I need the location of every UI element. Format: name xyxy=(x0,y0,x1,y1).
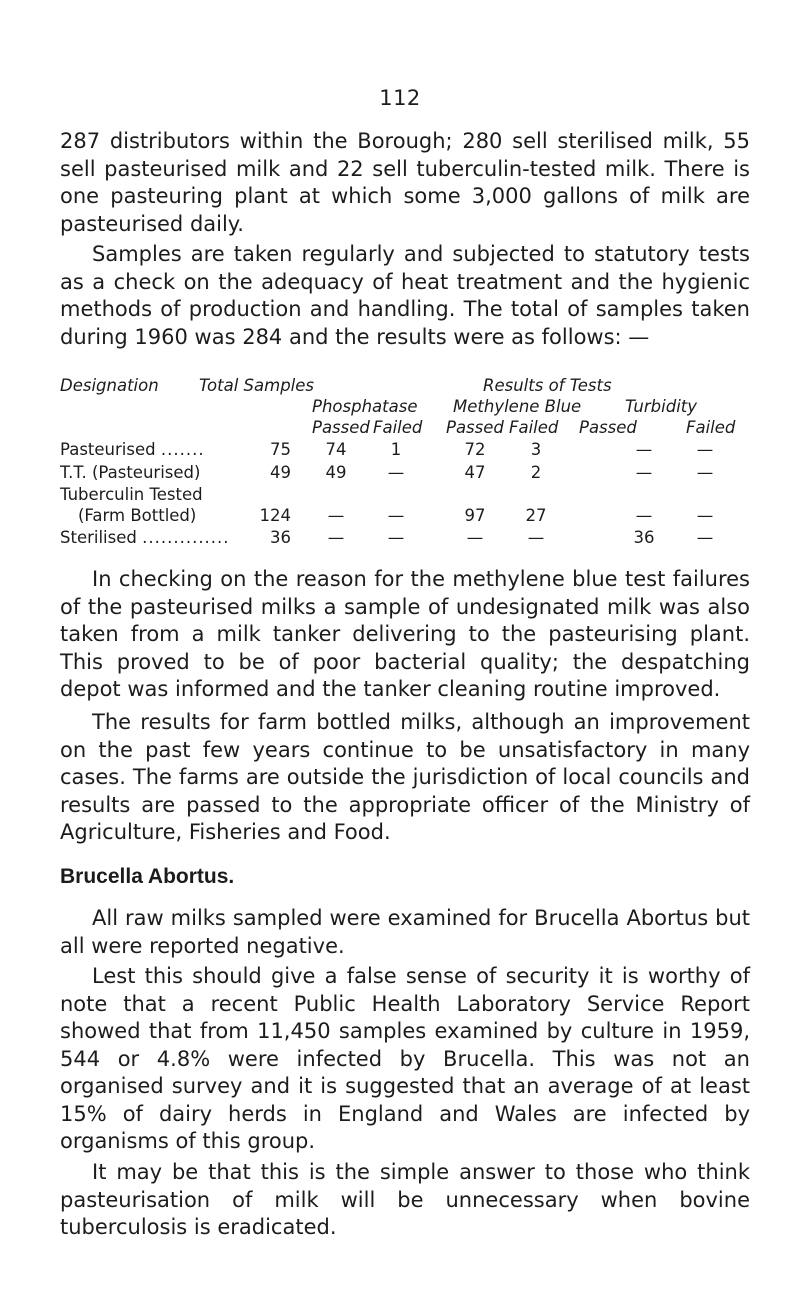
cell-meth-passed: 72 xyxy=(464,440,486,459)
table-row-designation: Sterilised .............. xyxy=(60,528,230,547)
cell-phos-failed: — xyxy=(387,463,405,482)
paragraph-farm-bottled: The results for farm bottled milks, although an improvement on the past few years continue to be unsatisfactory in many cases. The farms are outside the jurisdiction of local councils and results are passed to the appropriate officer of the Ministry of Agriculture, Fisheries and Food. xyxy=(60,710,750,844)
cell-phos-failed: — xyxy=(387,506,405,525)
table-row-designation-line1: Tuberculin Tested xyxy=(60,485,203,504)
table-row-designation: (Farm Bottled) xyxy=(78,506,197,525)
cell-total: 124 xyxy=(259,506,291,525)
header-meth-failed: Failed xyxy=(509,418,559,437)
cell-turb-failed: — xyxy=(696,463,714,482)
page-number: 112 xyxy=(379,86,421,110)
paragraph-raw-milks: All raw milks sampled were examined for Brucella Abortus but all were reported negative. xyxy=(60,906,750,958)
cell-turb-failed: — xyxy=(696,440,714,459)
paragraph-simple-answer: It may be that this is the simple answer to those who think pasteurisation of milk will be unnecessary when bovine tuberculosis is eradicated. xyxy=(60,1160,750,1239)
cell-meth-passed: 47 xyxy=(464,463,486,482)
header-meth-passed: Passed xyxy=(446,418,504,437)
cell-meth-passed: 97 xyxy=(464,506,486,525)
cell-turb-failed: — xyxy=(696,506,714,525)
header-phos-passed: Passed xyxy=(312,418,370,437)
cell-meth-failed: — xyxy=(527,528,545,547)
paragraph-security: Lest this should give a false sense of security it is worthy of note that a recent Public Health Laboratory Service Report showed that from 11,450 samples examined by culture in 1959, 544 or 4.8% were infected by Brucella. This was not an organised survey and it is suggested that an average of at least 15% of dairy herds in England and Wales are infected by organisms of this group. xyxy=(60,964,750,1153)
cell-phos-passed: 49 xyxy=(325,463,347,482)
section-heading-brucella: Brucella Abortus. xyxy=(60,865,235,888)
cell-meth-passed: — xyxy=(466,528,484,547)
cell-total: 49 xyxy=(270,463,291,482)
paragraph-samples-intro: Samples are taken regularly and subjected to statutory tests as a check on the adequacy of heat treatment and the hygienic methods of production and handling. The total of samples taken during 1960 was 284 and the results were as follows: — xyxy=(60,242,750,349)
cell-turb-passed: 36 xyxy=(633,528,655,547)
header-turb-passed: Passed xyxy=(579,418,637,437)
header-phos-failed: Failed xyxy=(373,418,423,437)
cell-phos-passed: — xyxy=(327,528,345,547)
cell-meth-failed: 3 xyxy=(530,440,542,459)
cell-total: 36 xyxy=(270,528,291,547)
header-turbidity: Turbidity xyxy=(625,397,698,416)
header-turb-failed: Failed xyxy=(686,418,736,437)
cell-turb-passed: — xyxy=(635,440,653,459)
header-methylene-blue: Methylene Blue xyxy=(453,397,582,416)
cell-phos-failed: 1 xyxy=(390,440,402,459)
cell-meth-failed: 2 xyxy=(530,463,542,482)
header-results-of-tests: Results of Tests xyxy=(483,376,612,395)
table-row-designation: Pasteurised ....... xyxy=(60,440,205,459)
cell-meth-failed: 27 xyxy=(525,506,547,525)
cell-turb-passed: — xyxy=(635,506,653,525)
table-row-designation: T.T. (Pasteurised) xyxy=(60,463,201,482)
paragraph-distributors: 287 distributors within the Borough; 280 sell sterilised milk, 55 sell pasteurised milk and 22 sell tuberculin-tested milk. There is one pasteuring plant at which some 3,000 gallons of milk are pasteurised daily. xyxy=(60,129,750,236)
cell-turb-passed: — xyxy=(635,463,653,482)
paragraph-methylene-failures: In checking on the reason for the methylene blue test failures of the pasteurised milks a sample of undesignated milk was also taken from a milk tanker delivering to the pasteurising plant. This proved to be of poor bacterial quality; the despatching depot was informed and the tanker cleaning routine improved. xyxy=(60,567,750,701)
header-designation: Designation xyxy=(60,376,159,395)
cell-total: 75 xyxy=(270,440,291,459)
header-phosphatase: Phosphatase xyxy=(312,397,418,416)
cell-phos-passed: 74 xyxy=(325,440,347,459)
cell-turb-failed: — xyxy=(696,528,714,547)
cell-phos-passed: — xyxy=(327,506,345,525)
header-total-samples: Total Samples xyxy=(199,376,315,395)
cell-phos-failed: — xyxy=(387,528,405,547)
